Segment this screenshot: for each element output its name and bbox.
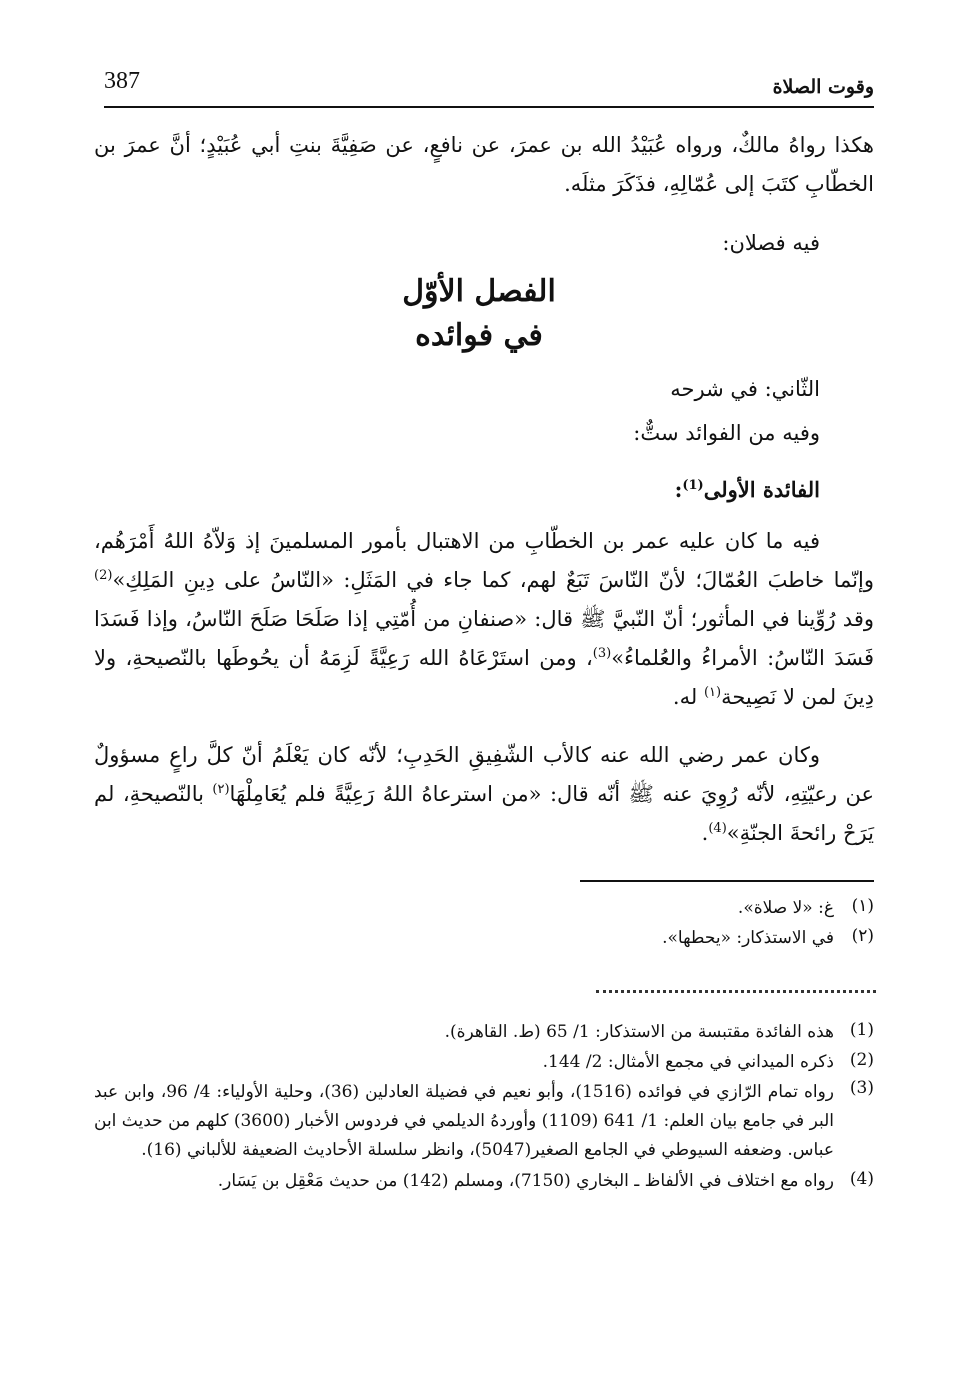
footnote-ref: (2) bbox=[94, 568, 113, 583]
variant-note bbox=[94, 926, 874, 950]
variant-note bbox=[94, 896, 874, 920]
running-title: وقوت الصلاة bbox=[772, 76, 874, 98]
footnotes-divider bbox=[596, 990, 876, 999]
para1-part-c: ، ومن استَرْعَاهُ الله رَعِيَّةً لَزِمَهُ أن يحُوطَها بالنّصيحةِ، ولا دِينَ لمن لا نَصِيحة bbox=[94, 646, 874, 709]
footnote bbox=[94, 1169, 874, 1193]
benefit-one-title bbox=[94, 470, 874, 509]
footnote-ref: (4) bbox=[708, 821, 727, 836]
benefit-one-paragraph-1 bbox=[94, 522, 874, 717]
para2-part-c: . bbox=[701, 821, 709, 845]
para2-part-a: وكان عمر رضي الله عنه كالأب الشّفِيقِ الحَدِبِ؛ لأنّه كان يَعْلَمُ أنّ كلَّ راعٍ مسؤولٌ عن رعيّتِهِ، لأنّه رُوِيَ عنه ﷺ أنّه قال: «من استرعاهُ اللهُ رَعِيَّةً فلم يُعَامِلْهَا bbox=[94, 743, 874, 806]
variant-notes bbox=[94, 896, 874, 950]
footnote-text: رواه مع اختلاف في الألفاظ ـ البخاري (7150)، ومسلم (142) من حديث مَعْقِل بن يَسَار. bbox=[217, 1171, 834, 1191]
benefit-title: الفائدة الأولى bbox=[703, 477, 820, 502]
footnote-ref: (1) bbox=[682, 478, 704, 493]
second-chapter-text: الثّاني: في شرحه bbox=[670, 377, 820, 401]
variant-note-number: (٢) bbox=[851, 926, 874, 946]
page-number: 387 bbox=[104, 68, 140, 94]
footnotes bbox=[94, 1020, 874, 1193]
footnote bbox=[94, 1078, 874, 1165]
para2-part-b: بالنّصيحةِ، لم يَرَحْ رائحةَ الجنّةِ» bbox=[94, 782, 874, 845]
footnote-number: (2) bbox=[849, 1050, 874, 1070]
intro-text: هكذا رواهُ مالكٌ، ورواه عُبَيْدُ الله بن عمرَ، عن نافعٍ، عن صَفِيَّةَ بنتِ أبي عُبَيْدٍ؛ أنَّ عمرَ بن الخطّابِ كتَبَ إلى عُمّالِهِ، فذَكَرَ مثلَه. bbox=[94, 133, 874, 196]
footnote-number: (4) bbox=[849, 1169, 874, 1189]
variant-note-number: (١) bbox=[851, 896, 874, 916]
footnote-number: (3) bbox=[849, 1078, 874, 1098]
page-header bbox=[104, 62, 874, 108]
variant-note-ref: (٢) bbox=[212, 782, 230, 797]
para1-part-d: له. bbox=[672, 685, 704, 709]
variant-notes-divider bbox=[580, 880, 874, 882]
benefits-intro bbox=[94, 414, 874, 453]
footnote-text: هذه الفائدة مقتبسة من الاستذكار: 1/ 65 (ط. القاهرة). bbox=[444, 1022, 834, 1042]
variant-note-text: في الاستذكار: «يحطها». bbox=[662, 928, 834, 948]
variant-note-ref: (١) bbox=[703, 685, 722, 700]
footnote-number: (1) bbox=[849, 1020, 874, 1040]
section-heading-line2: في فوائده bbox=[415, 318, 543, 353]
footnote-text: ذكره الميداني في مجمع الأمثال: 2/ 144. bbox=[542, 1052, 834, 1072]
sections-intro-text: فيه فصلان: bbox=[722, 231, 820, 255]
para1-part-b: وقد رُوِّينا في المأثور؛ أنّ النّبيَّ ﷺ قال: «صنفانِ من أُمّتِي إذا صَلَحَا صَلَحَ النّاسُ، وإذا فَسَدَا فَسَدَ النّاسُ: الأمراءُ والعُلماءُ» bbox=[94, 607, 874, 670]
benefit-title-colon: : bbox=[674, 477, 683, 502]
para1-part-a: فيه ما كان عليه عمر بن الخطّابِ من الاهتبال بأمور المسلمينَ إذ وَلاّهُ اللهُ أَمْرَهُم، وإنّما خاطبَ العُمّالَ؛ لأنّ النّاسَ تَبَعٌ لهم، كما جاء في المَثَلِ: «النّاسُ على دِينِ المَلِكِ» bbox=[94, 529, 874, 592]
footnote-ref: (3) bbox=[592, 646, 612, 661]
section-heading-line1: الفصل الأوّل bbox=[402, 274, 556, 309]
sections-intro bbox=[94, 224, 874, 263]
variant-note-text: غ: «لا صلاة». bbox=[737, 898, 834, 918]
intro-paragraph bbox=[94, 126, 874, 204]
benefit-one-paragraph-2 bbox=[94, 736, 874, 853]
footnote bbox=[94, 1050, 874, 1074]
footnote bbox=[94, 1020, 874, 1044]
footnote-text: رواه تمام الرّازي في فوائده (1516)، وأبو نعيم في فضيلة العادلين (36)، وحلية الأولياء: 4/ 96، وابن عبد البر في جامع بيان العلم: 1/ 641 (1109) وأوردهُ الديلمي في فردوس الأخبار (3600) كلهم من حديث ابن عباس. وضعفه السيوطي في الجامع الصغير(5047)، وانظر سلسلة الأحاديث الضعيفة للألباني (16). bbox=[94, 1082, 835, 1160]
benefits-intro-text: وفيه من الفوائد ستٌّ: bbox=[633, 421, 820, 445]
second-chapter bbox=[94, 370, 874, 409]
